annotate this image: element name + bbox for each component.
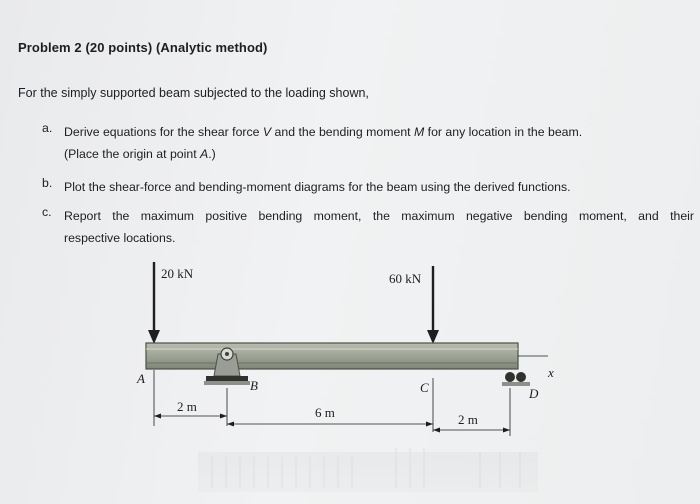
point-a-label: A bbox=[137, 371, 145, 386]
part-b-marker: b. bbox=[42, 176, 53, 190]
point-c-label: C bbox=[420, 380, 429, 395]
load-left-label: 20 kN bbox=[161, 266, 194, 281]
roller-support-d bbox=[502, 372, 530, 386]
problem-intro: For the simply supported beam subjected to the loading shown, bbox=[18, 86, 369, 100]
load-right-arrow bbox=[427, 266, 439, 344]
dimension-bc-label: 6 m bbox=[315, 405, 335, 420]
part-a-line-2: (Place the origin at point A.) bbox=[64, 147, 216, 161]
bleed-through-pattern bbox=[198, 448, 538, 492]
dimension-bc bbox=[227, 422, 433, 427]
part-a-marker: a. bbox=[42, 121, 53, 135]
part-b-text: Plot the shear-force and bending-moment diagrams for the beam using the derived functions. bbox=[64, 180, 571, 194]
part-c-line-1: Report the maximum positive bending moment, the maximum negative bending moment, and their bbox=[64, 209, 694, 223]
x-axis-label: x bbox=[548, 365, 554, 380]
load-left-arrow bbox=[148, 262, 160, 344]
point-b-label: B bbox=[250, 378, 258, 393]
dimension-cd-label: 2 m bbox=[458, 412, 478, 427]
point-d-label: D bbox=[529, 386, 539, 401]
dimension-cd bbox=[433, 428, 510, 433]
part-c-line-2: respective locations. bbox=[64, 231, 176, 245]
part-c-marker: c. bbox=[42, 205, 52, 219]
problem-title: Problem 2 (20 points) (Analytic method) bbox=[18, 40, 268, 55]
dimension-ab bbox=[154, 414, 227, 419]
load-right-label: 60 kN bbox=[389, 271, 422, 286]
part-a-line-1: Derive equations for the shear force V and the bending moment M for any location in the beam. bbox=[64, 125, 583, 139]
dimension-ab-label: 2 m bbox=[177, 399, 197, 414]
beam bbox=[146, 343, 518, 369]
